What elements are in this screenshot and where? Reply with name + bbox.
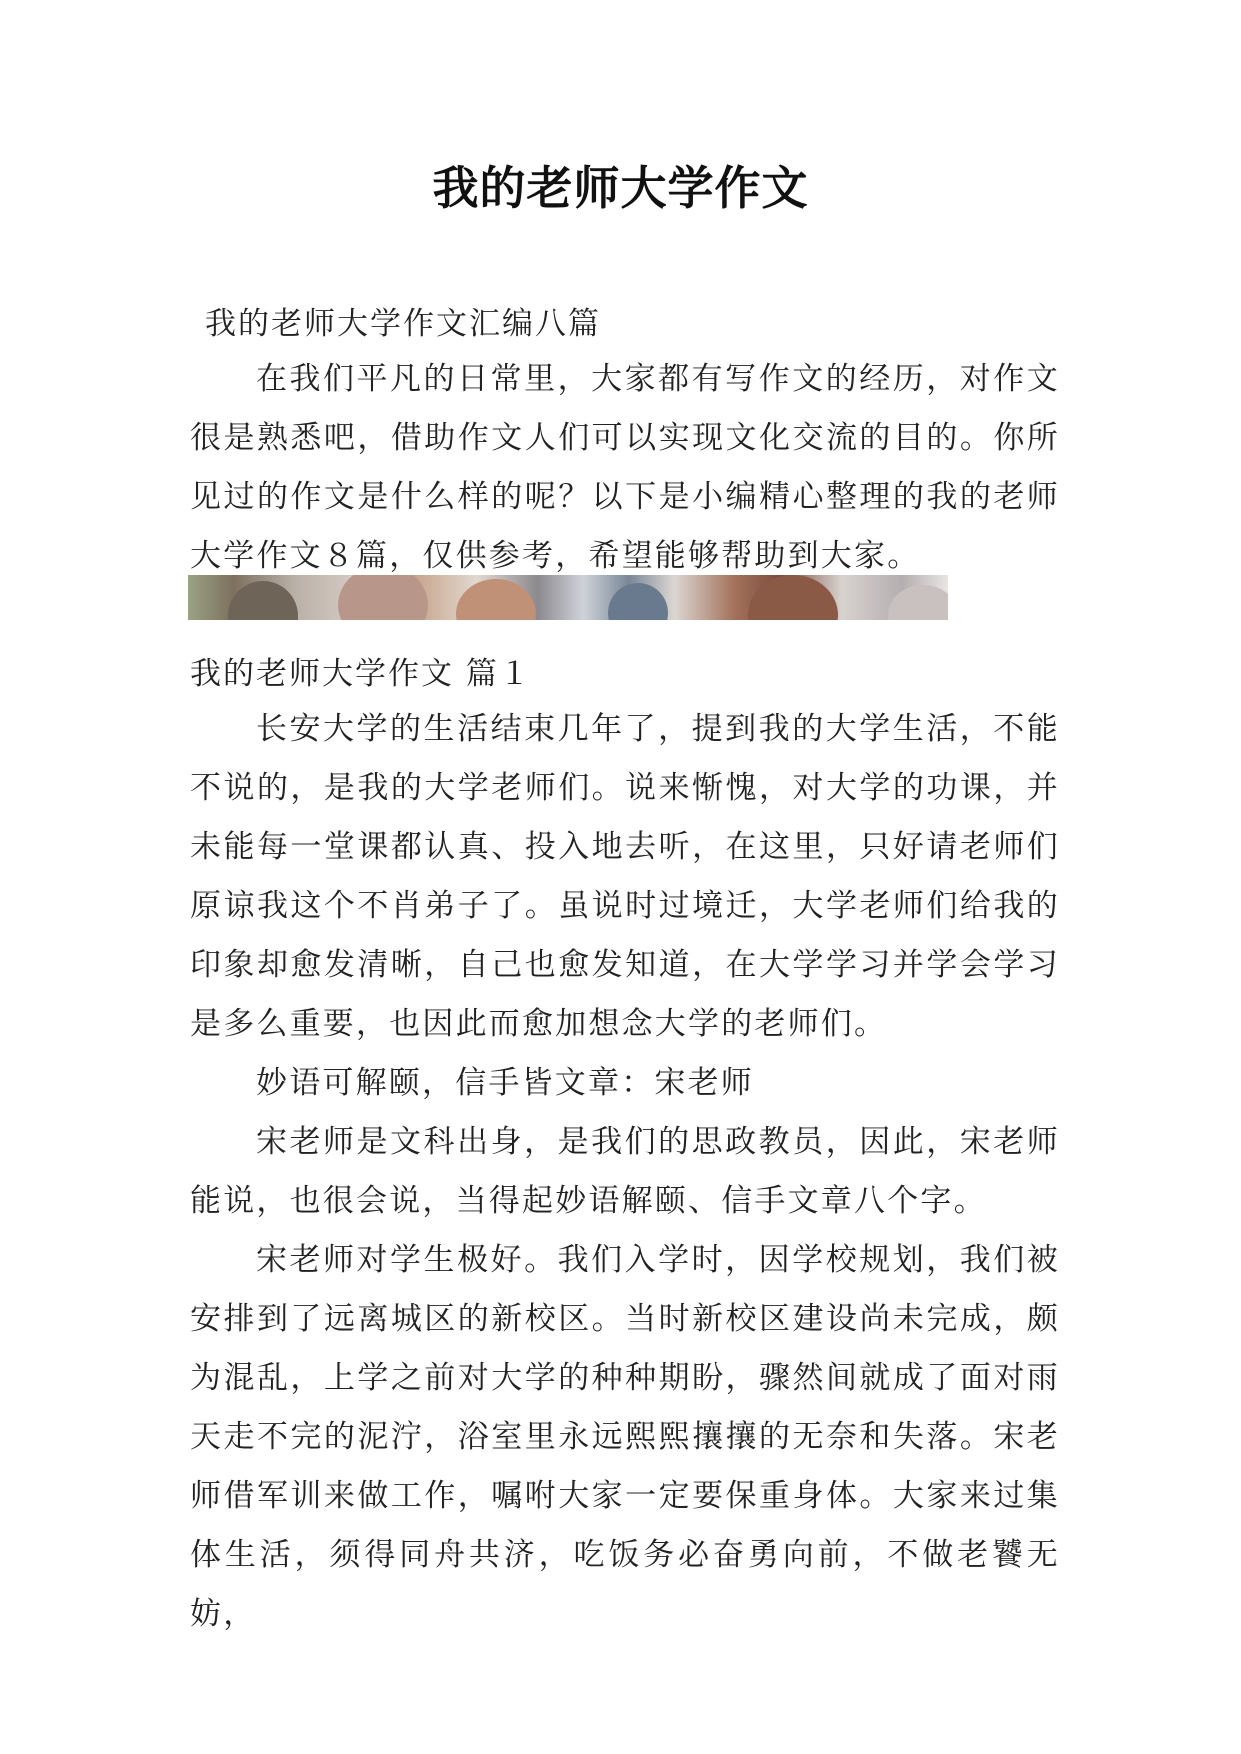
photo-figure-4	[608, 583, 668, 620]
body-paragraph-4: 宋老师对学生极好。我们入学时，因学校规划，我们被安排到了远离城区的新校区。当时新校区建设尚未完成，颇为混乱，上学之前对大学的种种期盼，骤然间就成了面对雨天走不完的泥泞，浴室里永远熙熙攘攘的无奈和失落。宋老师借军训来做工作，嘱咐大家一定要保重身体。大家来过集体生活，须得同舟共济，吃饭务必奋勇向前，不做老饕无妨，	[190, 1242, 1060, 1632]
body-paragraph-2: 妙语可解颐，信手皆文章：宋老师	[256, 1065, 754, 1101]
photo-figure-1	[228, 581, 298, 620]
intro-paragraph: 在我们平凡的日常里，大家都有写作文的经历，对作文很是熟悉吧，借助作文人们可以实现文化交流的目的。你所见过的作文是什么样的呢？以下是小编精心整理的我的老师大学作文８篇，仅供参考，希望能够帮助到大家。	[190, 361, 1060, 574]
section-heading: 我的老师大学作文 篇１	[190, 656, 532, 692]
photo-figure-2	[338, 575, 428, 620]
photo-strip-image	[188, 575, 948, 620]
document-subtitle: 我的老师大学作文汇编八篇	[205, 306, 601, 342]
photo-figure-6	[888, 585, 948, 620]
document-title: 我的老师大学作文	[432, 161, 809, 215]
photo-figure-5	[748, 575, 838, 620]
body-paragraph-3: 宋老师是文科出身，是我们的思政教员，因此，宋老师能说，也很会说，当得起妙语解颐、信手文章八个字。	[190, 1124, 1060, 1219]
body-paragraph-1: 长安大学的生活结束几年了，提到我的大学生活，不能不说的，是我的大学老师们。说来惭愧，对大学的功课，并未能每一堂课都认真、投入地去听，在这里，只好请老师们原谅我这个不肖弟子了。虽说时过境迁，大学老师们给我的印象却愈发清晰，自己也愈发知道，在大学学习并学会学习是多么重要，也因此而愈加想念大学的老师们。	[190, 711, 1060, 1042]
photo-figure-3	[456, 579, 536, 620]
